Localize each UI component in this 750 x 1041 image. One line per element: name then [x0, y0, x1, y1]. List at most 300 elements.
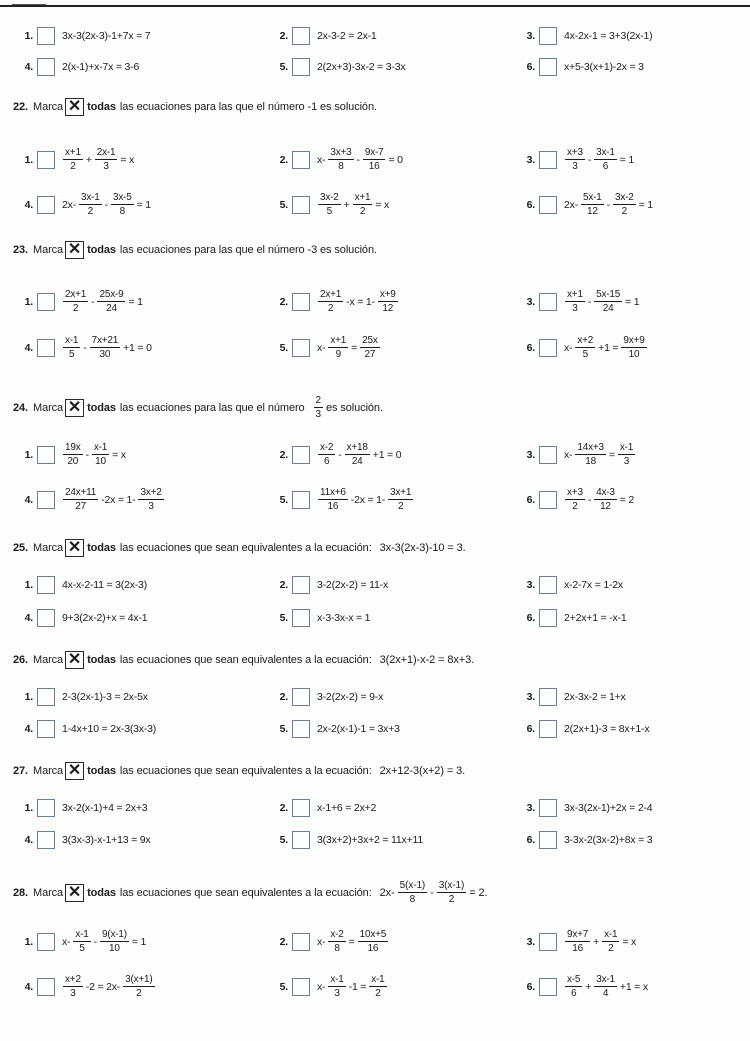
fraction	[388, 486, 413, 513]
fraction	[318, 486, 348, 513]
fraction-denominator: 9	[335, 349, 341, 360]
equation	[316, 802, 377, 814]
fraction-numerator: 4x-3	[596, 487, 615, 498]
option-number: 3.	[526, 448, 535, 461]
instruction-verb: Marca	[33, 101, 64, 113]
exercise-number: 27.	[13, 765, 28, 777]
answer-checkbox[interactable]	[539, 978, 557, 996]
equation-text: +	[85, 153, 92, 166]
fraction-numerator: 2	[315, 395, 322, 406]
fraction-numerator: 3x+1	[390, 487, 412, 498]
equation-text: +1 =	[598, 341, 619, 354]
equation	[61, 802, 148, 814]
example-cross-checkbox: ✕	[65, 399, 84, 417]
fraction	[437, 879, 467, 906]
equation	[316, 691, 384, 703]
option-number: 3.	[526, 579, 535, 591]
equation-option	[13, 27, 151, 45]
equation-text: +1 = x	[619, 980, 648, 993]
fraction-numerator: 24x+11	[65, 487, 97, 498]
fraction-numerator: x-1	[75, 929, 89, 940]
equation-option	[268, 609, 371, 627]
equation-text: x-1+6 = 2x+2	[317, 802, 377, 814]
equation-option	[515, 58, 645, 76]
equation	[61, 191, 152, 218]
equation-text: = 2.	[469, 886, 488, 899]
equation-option	[515, 288, 640, 315]
instruction-verb: Marca	[33, 765, 64, 777]
fraction	[63, 486, 98, 513]
fraction-numerator: 2x-1	[96, 147, 116, 158]
answer-checkbox[interactable]	[292, 151, 310, 169]
equation-text: -	[104, 198, 108, 211]
equation-option	[268, 973, 389, 1000]
fraction-numerator: 3x+3	[330, 147, 352, 158]
reference-equation	[379, 879, 489, 906]
fraction-numerator: x+1	[354, 192, 371, 203]
equation	[316, 579, 389, 591]
equation-text: 1-4x+10 = 2x-3(3x-3)	[62, 723, 157, 735]
equation	[61, 723, 157, 735]
equation-option	[13, 973, 157, 1000]
fraction-numerator: 5x-1	[583, 192, 602, 203]
fraction	[95, 146, 118, 173]
fraction-numerator: 5(x-1)	[399, 880, 426, 891]
fraction-numerator: 9(x-1)	[101, 929, 127, 940]
equation-option	[515, 191, 654, 218]
answer-checkbox[interactable]	[539, 339, 557, 357]
answer-checkbox[interactable]	[37, 339, 55, 357]
equation-text: = 1	[128, 295, 143, 308]
fraction-numerator: x+1	[567, 289, 583, 300]
fraction	[581, 191, 604, 218]
equation-text: 2(x-1)+x-7x = 3-6	[62, 61, 140, 73]
answer-checkbox[interactable]	[292, 609, 310, 627]
fraction-numerator: x+3	[567, 487, 583, 498]
example-cross-checkbox: ✕	[65, 651, 84, 669]
answer-checkbox[interactable]	[292, 720, 310, 738]
equation-text: x-	[317, 935, 326, 948]
equation	[563, 802, 653, 814]
exercise-header	[13, 762, 466, 780]
equation-option	[515, 334, 649, 361]
answer-checkbox[interactable]	[37, 720, 55, 738]
equation	[316, 334, 382, 361]
fraction	[318, 441, 335, 468]
fraction	[90, 334, 121, 361]
equation-text: 2(2x+1)-3 = 8x+1-x	[564, 723, 650, 735]
answer-checkbox[interactable]	[539, 933, 557, 951]
equation-text: +	[585, 980, 592, 993]
fraction	[618, 441, 635, 468]
answer-checkbox[interactable]	[539, 151, 557, 169]
answer-checkbox[interactable]	[292, 933, 310, 951]
equation-option	[268, 720, 401, 738]
equation-text: -2x = 1-	[350, 493, 386, 506]
fraction-denominator: 24	[106, 303, 117, 314]
example-cross-checkbox: ✕	[65, 539, 84, 557]
answer-checkbox[interactable]	[37, 799, 55, 817]
instruction-emphasis: todas	[87, 542, 116, 554]
answer-checkbox[interactable]	[539, 576, 557, 594]
fraction-numerator: 3x-1	[596, 974, 615, 985]
equation	[563, 30, 653, 42]
fraction	[621, 334, 646, 361]
answer-checkbox[interactable]	[539, 688, 557, 706]
equation-text: -1 =	[348, 980, 367, 993]
equation	[61, 834, 151, 846]
fraction-numerator: 5x-15	[596, 289, 621, 300]
fraction	[594, 146, 617, 173]
equation	[563, 973, 649, 1000]
fraction-denominator: 2	[621, 206, 627, 217]
answer-checkbox[interactable]	[37, 27, 55, 45]
equation-option	[268, 58, 406, 76]
fraction	[97, 288, 125, 315]
fraction-numerator: 3x+2	[140, 487, 162, 498]
answer-checkbox[interactable]	[37, 151, 55, 169]
answer-checkbox[interactable]	[292, 688, 310, 706]
option-number: 6.	[526, 723, 535, 735]
exercise-number: 25.	[13, 542, 28, 554]
fraction-numerator: x-1	[93, 442, 108, 453]
option-number: 5.	[279, 980, 288, 993]
fraction	[565, 146, 585, 173]
fraction-denominator: 3	[572, 161, 578, 172]
fraction-denominator: 10	[109, 943, 120, 954]
equation-option	[13, 146, 135, 173]
equation-option	[515, 928, 637, 955]
fraction-denominator: 8	[119, 206, 125, 217]
fraction-denominator: 3	[103, 161, 109, 172]
fraction	[63, 334, 80, 361]
answer-checkbox[interactable]	[37, 196, 55, 214]
fraction-numerator: 10x+5	[359, 929, 387, 940]
equation	[563, 288, 640, 315]
instruction-text: las ecuaciones para las que el número -3 es solución.	[119, 244, 377, 256]
exercise-header	[13, 651, 475, 669]
option-number: 4.	[24, 198, 33, 211]
fraction-numerator: 3(x+1)	[125, 974, 153, 985]
answer-checkbox[interactable]	[539, 831, 557, 849]
equation	[316, 30, 378, 42]
equation-option	[268, 288, 400, 315]
equation-text: 2x-3x-2 = 1+x	[564, 691, 626, 703]
answer-checkbox[interactable]	[37, 609, 55, 627]
equation-option	[268, 146, 404, 173]
answer-checkbox[interactable]	[292, 339, 310, 357]
reference-equation	[312, 394, 384, 421]
fraction-denominator: 2	[359, 206, 366, 217]
fraction-denominator: 12	[382, 303, 394, 314]
fraction-denominator: 8	[334, 943, 340, 954]
answer-checkbox[interactable]	[37, 978, 55, 996]
answer-checkbox[interactable]	[539, 27, 557, 45]
option-number: 5.	[279, 341, 288, 354]
fraction-denominator: 2	[572, 501, 578, 512]
fraction	[63, 973, 83, 1000]
equation	[316, 834, 424, 846]
option-number: 6.	[526, 341, 535, 354]
equation	[61, 288, 144, 315]
fraction-denominator: 5	[79, 943, 85, 954]
equation	[61, 612, 148, 624]
answer-checkbox[interactable]	[292, 58, 310, 76]
option-number: 5.	[279, 723, 288, 735]
reference-equation	[379, 765, 466, 777]
fraction-numerator: x-1	[65, 335, 79, 346]
fraction-denominator: 20	[67, 456, 79, 467]
equation-text: +	[343, 198, 350, 211]
equation-text: -x = 1-	[346, 295, 375, 308]
equation-text: =	[348, 935, 355, 948]
option-number: 3.	[526, 802, 535, 814]
equation	[563, 334, 649, 361]
equation-text: = x	[622, 935, 637, 948]
equation	[61, 691, 149, 703]
exercise-header	[13, 241, 377, 259]
equation-option	[268, 576, 389, 594]
option-number: 6.	[526, 980, 535, 993]
equation	[316, 486, 415, 513]
equation-text: = x	[375, 198, 390, 211]
equation-text: -2 = 2x-	[85, 980, 121, 993]
equation	[563, 579, 624, 591]
fraction	[138, 486, 163, 513]
equation-option	[13, 799, 148, 817]
equation	[61, 928, 147, 955]
equation	[316, 723, 401, 735]
fraction-numerator: x-1	[371, 974, 385, 985]
fraction-denominator: 2	[448, 894, 455, 905]
equation-text: = 1	[638, 198, 653, 211]
equation-text: = 2	[619, 493, 635, 506]
equation-option	[515, 720, 650, 738]
fraction	[79, 191, 102, 218]
answer-checkbox[interactable]	[292, 446, 310, 464]
equation-option	[13, 288, 144, 315]
fraction-denominator: 24	[351, 456, 363, 467]
fraction-numerator: 19x	[65, 442, 81, 453]
equation-option	[13, 486, 166, 513]
fraction-numerator: x+2	[65, 974, 81, 985]
answer-checkbox[interactable]	[37, 933, 55, 951]
instruction-emphasis: todas	[87, 765, 116, 777]
fraction-denominator: 27	[75, 501, 86, 512]
fraction	[100, 928, 129, 955]
answer-checkbox[interactable]	[37, 831, 55, 849]
fraction-denominator: 3	[70, 988, 76, 999]
fraction-denominator: 24	[602, 303, 614, 314]
answer-checkbox[interactable]	[37, 58, 55, 76]
equation-text: -	[85, 448, 89, 461]
exercise-header	[13, 98, 377, 116]
option-number: 1.	[24, 802, 33, 814]
equation	[563, 441, 637, 468]
page-top-rule	[0, 5, 750, 7]
fraction-denominator: 2	[327, 303, 334, 314]
fraction	[328, 973, 345, 1000]
answer-checkbox[interactable]	[539, 446, 557, 464]
option-number: 6.	[526, 61, 535, 73]
fraction	[63, 146, 83, 173]
fraction	[594, 973, 617, 1000]
option-number: 2.	[279, 30, 288, 42]
fraction-numerator: 7x+21	[91, 335, 119, 346]
fraction-numerator: x-1	[604, 929, 618, 940]
answer-checkbox[interactable]	[292, 27, 310, 45]
equation-text: -	[91, 295, 95, 308]
fraction	[398, 879, 428, 906]
equation	[61, 30, 151, 42]
option-number: 2.	[279, 448, 288, 461]
equation-text: 3-3x-2(3x-2)+8x = 3	[564, 834, 653, 846]
equation-text: +1 = 0	[123, 341, 152, 354]
reference-equation	[379, 654, 475, 666]
equation-text: x-	[317, 341, 326, 354]
equation	[316, 288, 400, 315]
fraction	[353, 191, 373, 218]
equation	[316, 612, 371, 624]
equation-option	[515, 576, 624, 594]
option-number: 4.	[24, 834, 33, 846]
answer-checkbox[interactable]	[539, 720, 557, 738]
fraction-denominator: 5	[68, 349, 75, 360]
fraction-denominator: 16	[327, 501, 339, 512]
equation-text: = x	[120, 153, 135, 166]
equation-text: x-3-3x-x = 1	[317, 612, 371, 624]
equation	[61, 441, 127, 468]
fraction	[318, 191, 341, 218]
fraction-numerator: 3x-5	[112, 192, 132, 203]
answer-checkbox[interactable]	[292, 293, 310, 311]
equation-text: 4x-x-2-11 = 3(2x-3)	[62, 579, 147, 591]
option-number: 1.	[24, 153, 33, 166]
instruction-verb: Marca	[33, 654, 64, 666]
equation-text: 2x-2(x-1)-1 = 3x+3	[317, 723, 400, 735]
equation-text: es solución.	[326, 401, 383, 414]
instruction-text: las ecuaciones que sean equivalentes a la ecuación:	[119, 886, 372, 899]
example-cross-checkbox: ✕	[65, 98, 84, 116]
answer-checkbox[interactable]	[37, 576, 55, 594]
answer-checkbox[interactable]	[292, 831, 310, 849]
equation-option	[515, 831, 653, 849]
answer-checkbox[interactable]	[539, 58, 557, 76]
equation-text: x-	[317, 980, 326, 993]
instruction-text: las ecuaciones que sean equivalentes a la ecuación:	[119, 765, 372, 777]
exercise-header	[13, 539, 467, 557]
instruction-emphasis: todas	[87, 401, 116, 414]
answer-checkbox[interactable]	[292, 799, 310, 817]
equation-text: x-	[62, 935, 71, 948]
equation-text: -	[338, 448, 342, 461]
fraction-numerator: 14x+3	[577, 442, 604, 453]
equation-option	[268, 27, 378, 45]
fraction-numerator: x-5	[567, 974, 581, 985]
answer-checkbox[interactable]	[37, 491, 55, 509]
fraction-numerator: 9x+7	[567, 929, 589, 940]
equation	[316, 191, 390, 218]
equation-option	[13, 441, 127, 468]
equation-text: 2x+12-3(x+2) = 3.	[379, 765, 466, 777]
fraction-numerator: 25x-9	[99, 289, 124, 300]
fraction	[363, 146, 386, 173]
equation-text: 3x-3(2x-3)-10 = 3.	[379, 542, 466, 554]
equation	[316, 146, 404, 173]
equation	[563, 486, 635, 513]
option-number: 1.	[24, 448, 33, 461]
equation	[563, 928, 637, 955]
fraction-denominator: 5	[582, 349, 588, 360]
fraction-numerator: 25x	[362, 335, 378, 346]
answer-checkbox[interactable]	[539, 293, 557, 311]
equation-text: -	[93, 935, 97, 948]
answer-checkbox[interactable]	[292, 491, 310, 509]
equation	[563, 146, 635, 173]
fraction-denominator: 8	[409, 894, 416, 905]
fraction-denominator: 12	[586, 206, 598, 217]
answer-checkbox[interactable]	[292, 196, 310, 214]
equation	[563, 191, 654, 218]
fraction-numerator: 9x+9	[623, 335, 645, 346]
fraction-denominator: 2	[87, 206, 94, 217]
fraction-denominator: 3	[572, 303, 578, 314]
fraction	[318, 288, 343, 315]
instruction-text: las ecuaciones para las que el número -1 es solución.	[119, 101, 377, 113]
answer-checkbox[interactable]	[37, 688, 55, 706]
fraction-numerator: 3x-2	[320, 192, 339, 203]
option-number: 1.	[24, 935, 33, 948]
equation-option	[268, 334, 382, 361]
fraction-denominator: 4	[602, 988, 609, 999]
answer-checkbox[interactable]	[539, 196, 557, 214]
equation-text: -	[587, 295, 592, 308]
answer-checkbox[interactable]	[37, 293, 55, 311]
instruction-text: las ecuaciones para las que el número	[119, 401, 305, 414]
answer-checkbox[interactable]	[539, 491, 557, 509]
option-number: 5.	[279, 61, 288, 73]
answer-checkbox[interactable]	[539, 799, 557, 817]
answer-checkbox[interactable]	[292, 978, 310, 996]
equation-option	[13, 928, 147, 955]
option-number: 1.	[24, 579, 33, 591]
equation-text: 2x-3-2 = 2x-1	[317, 30, 377, 42]
fraction-denominator: 18	[585, 456, 596, 467]
fraction-numerator: 3x-1	[81, 192, 100, 203]
answer-checkbox[interactable]	[292, 576, 310, 594]
fraction-denominator: 10	[95, 456, 106, 467]
equation-text: x-	[564, 448, 573, 461]
option-number: 2.	[279, 691, 288, 703]
option-number: 2.	[279, 295, 288, 308]
fraction-denominator: 3	[623, 456, 630, 467]
instruction-text: las ecuaciones que sean equivalentes a la ecuación:	[119, 654, 372, 666]
example-cross-checkbox: ✕	[65, 884, 84, 902]
fraction-denominator: 16	[368, 161, 380, 172]
option-number: 4.	[24, 612, 33, 624]
equation-option	[13, 58, 140, 76]
answer-checkbox[interactable]	[37, 446, 55, 464]
fraction	[594, 288, 622, 315]
fraction	[328, 146, 353, 173]
fraction	[123, 973, 154, 1000]
equation-text: 2+2x+1 = -x-1	[564, 612, 627, 624]
equation-text: +1 = 0	[372, 448, 402, 461]
equation	[563, 723, 650, 735]
answer-checkbox[interactable]	[539, 609, 557, 627]
option-number: 5.	[279, 198, 288, 211]
fraction-denominator: 8	[338, 161, 344, 172]
